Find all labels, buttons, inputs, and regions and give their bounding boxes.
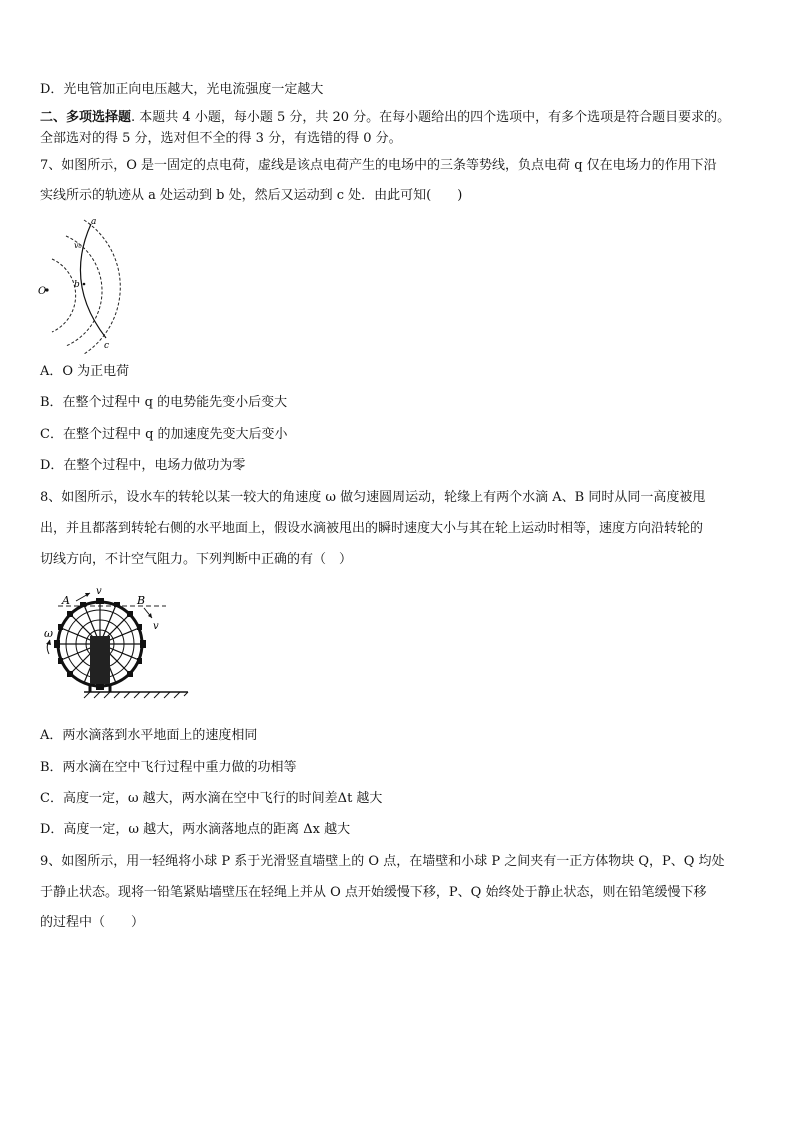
- q7-stem-line-2: 实线所示的轨迹从 a 处运动到 b 处，然后又运动到 c 处．由此可知( ): [40, 188, 463, 203]
- q8-figure: [40, 584, 190, 704]
- ground: [84, 692, 188, 698]
- label-o: O: [38, 286, 47, 297]
- section-2-instructions: . 本题共 4 小题，每小题 5 分，共 20 分。在每小题给出的四个选项中，有多个选项是符合题目要求的。: [131, 110, 731, 125]
- label-omega: ω: [44, 627, 53, 640]
- point-b: [83, 283, 86, 286]
- q9-stem-line-2: 于静止状态。现将一铅笔紧贴墙壁压在轻绳上并从 O 点开始缓慢下移，P、Q 始终处于静止状态，则在铅笔缓慢下移: [40, 885, 707, 900]
- q8-option-b: B．两水滴在空中飞行过程中重力做的功相等: [40, 760, 297, 775]
- section-2-scoring: 全部选对的得 5 分，选对但不全的得 3 分，有选错的得 0 分。: [40, 131, 402, 146]
- label-a: a: [91, 217, 97, 227]
- q8-stem-line-3: 切线方向，不计空气阻力。下列判断中正确的有（ ）: [40, 552, 353, 567]
- q8-option-a: A．两水滴落到水平地面上的速度相同: [40, 728, 258, 743]
- q8-stem-line-1: 8、如图所示，设水车的转轮以某一较大的角速度 ω 做匀速圆周运动，轮缘上有两个水滴 A、B 同时从同一高度被甩: [40, 490, 706, 505]
- section-2-title: 二、多项选择题: [40, 110, 132, 125]
- q7-option-d: D．在整个过程中，电场力做功为零: [40, 458, 246, 473]
- q8-stem-line-2: 出，并且都落到转轮右侧的水平地面上，假设水滴被甩出的瞬时速度大小与其在轮上运动时相等，速度方向沿转轮的: [40, 521, 704, 536]
- q8-option-c: C．高度一定，ω 越大，两水滴在空中飞行的时间差Δt 越大: [40, 791, 383, 806]
- trajectory-curve: [80, 224, 106, 338]
- label-b: b: [74, 280, 80, 290]
- equipotential-line-middle: [66, 236, 102, 346]
- q6-option-d: D．光电管加正向电压越大，光电流强度一定越大: [40, 82, 324, 97]
- label-c: c: [104, 341, 110, 351]
- label-a: A: [62, 594, 70, 607]
- q7-option-c: C．在整个过程中 q 的加速度先变大后变小: [40, 427, 288, 442]
- q8-option-d: D．高度一定，ω 越大，两水滴落地点的距离 Δx 越大: [40, 822, 351, 837]
- q9-stem-line-3: 的过程中（ ）: [40, 915, 145, 930]
- section-2-heading: [40, 110, 760, 126]
- rotation-arrow-head: [46, 640, 51, 645]
- water-wheel: [54, 598, 146, 692]
- q7-option-b: B．在整个过程中 q 的电势能先变小后变大: [40, 395, 288, 410]
- equipotential-line-inner: [52, 259, 76, 332]
- label-v0: v₀: [74, 241, 82, 250]
- label-v-right: v: [153, 621, 159, 632]
- label-b: B: [137, 594, 146, 607]
- label-v-top: v: [96, 586, 102, 597]
- q7-option-a: A．O 为正电荷: [40, 364, 130, 379]
- q9-stem-line-1: 9、如图所示，用一轻绳将小球 P 系于光滑竖直墙壁上的 O 点，在墙壁和小球 P 之间夹有一正方体物块 Q，P、Q 均处: [40, 854, 725, 869]
- q7-figure: [34, 214, 144, 354]
- q7-stem-line-1: 7、如图所示，O 是一固定的点电荷，虚线是该点电荷产生的电场中的三条等势线，负点电荷 q 仅在电场力的作用下沿: [40, 158, 717, 173]
